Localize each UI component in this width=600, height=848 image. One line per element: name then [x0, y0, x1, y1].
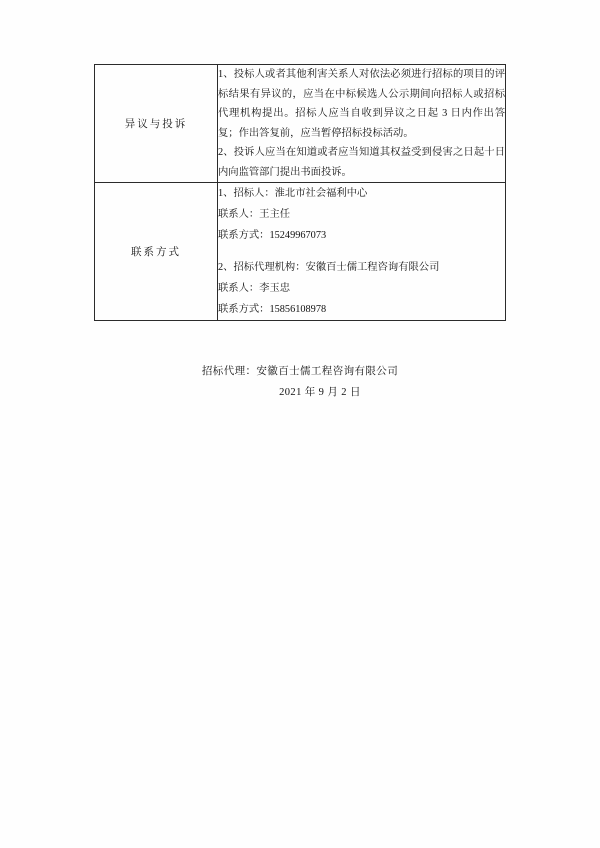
- signature-agency: 招标代理：安徽百士儒工程咨询有限公司: [201, 366, 399, 377]
- tenderer-name: 1、招标人：淮北市社会福利中心: [218, 188, 368, 199]
- contact-group-agency: [218, 257, 505, 320]
- table-row-objection: [95, 65, 506, 183]
- signature-block: [94, 361, 506, 403]
- objection-paragraph-1: 1、投标人或者其他利害关系人对依法必须进行招标的项目的评标结果有异议的，应当在中标候选人公示期间向招标人或招标代理机构提出。招标人应当自收到异议之日起 3 日内作出答复；作出答复前，应当暂停招标投标活动。: [218, 69, 505, 139]
- signature-date: 2021 年 9 月 2 日: [279, 387, 361, 398]
- tenderer-person: 联系人：王主任: [218, 209, 291, 220]
- agency-person: 联系人：李玉忠: [218, 283, 291, 294]
- notice-table: [94, 64, 506, 321]
- row-content-contact: [218, 183, 506, 321]
- row-content-objection: [218, 65, 506, 183]
- objection-paragraph-2: 2、投诉人应当在知道或者应当知道其权益受到侵害之日起十日内向监管部门提出书面投诉。: [218, 147, 505, 178]
- contact-group-tenderer: [218, 183, 505, 246]
- row-label-objection: 异议与投诉: [95, 65, 218, 183]
- tenderer-phone: 联系方式：15249967073: [218, 230, 327, 241]
- agency-phone: 联系方式：15856108978: [218, 304, 327, 315]
- agency-name: 2、招标代理机构：安徽百士儒工程咨询有限公司: [218, 262, 440, 273]
- row-label-contact: 联系方式: [95, 183, 218, 321]
- contact-spacer: [218, 246, 505, 257]
- table-row-contact: [95, 183, 506, 321]
